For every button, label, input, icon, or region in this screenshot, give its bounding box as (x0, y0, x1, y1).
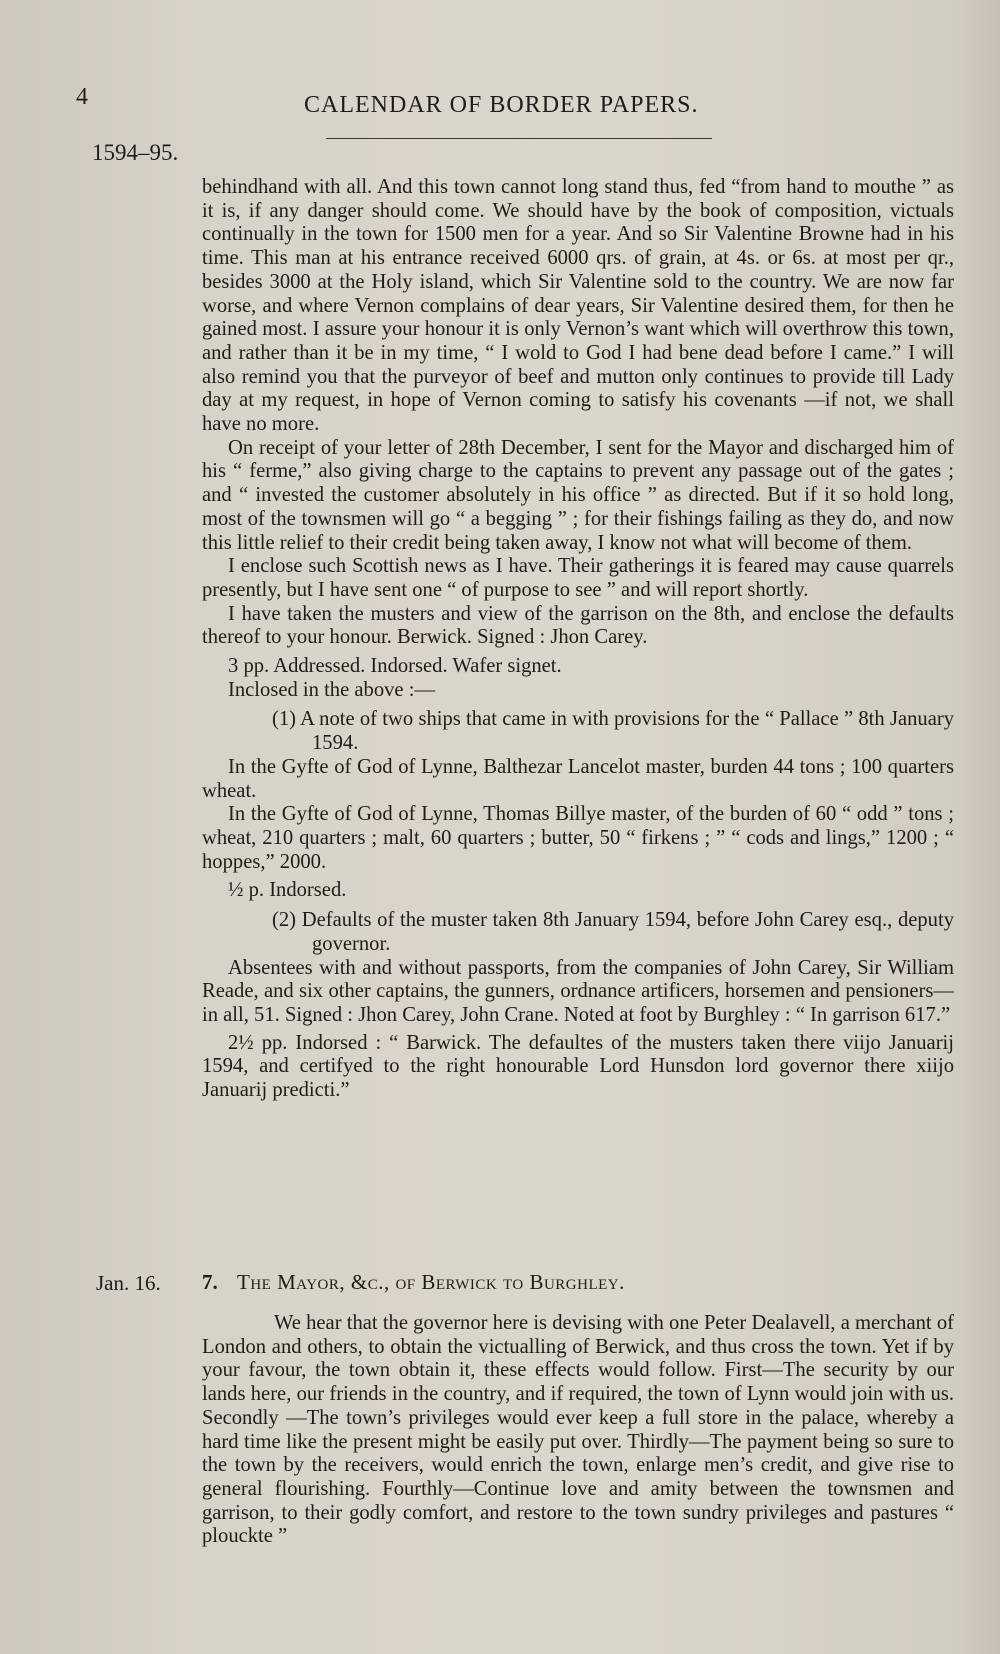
enclosure-title: (1) A note of two ships that came in with provisions for the “ Pallace ” 8th January 1594. (272, 708, 954, 755)
paragraph: I have taken the musters and view of the garrison on the 8th, and enclose the defaults thereof to your honour. Berwick. Signed : Jhon Carey. (202, 602, 954, 649)
paragraph: In the Gyfte of God of Lynne, Thomas Billye master, of the burden of 60 “ odd ” tons ; wheat, 210 quarters ; malt, 60 quarters ; butter, 50 “ firkens ; ” “ cods and lings,” 1200 ; “ hoppes,” 2000. (202, 803, 954, 873)
paragraph: 2½ pp. Indorsed : “ Barwick. The defaultes of the musters taken there viijo Januarij 1594, and certifyed to the right honourable Lord Hunsdon lord governor there xiijo Januarij predicti.” (202, 1031, 954, 1102)
entry-date: Jan. 16. (96, 1271, 161, 1295)
paragraph: I enclose such Scottish news as I have. Their gatherings it is feared may cause quarrels presently, but I have sent one “ of purpose to see ” and will report shortly. (202, 555, 954, 601)
enclosure-intro: Inclosed in the above :— (228, 678, 436, 701)
entry-heading (202, 1270, 625, 1295)
page-number: 4 (76, 84, 88, 110)
margin-year: 1594–95. (92, 140, 179, 165)
letter-body (202, 176, 954, 1103)
endorsement-note: 3 pp. Addressed. Indorsed. Wafer signet. (228, 655, 562, 678)
running-head: CALENDAR OF BORDER PAPERS. (304, 92, 699, 118)
page-edge-shadow (954, 0, 1000, 1654)
paragraph: On receipt of your letter of 28th December, I sent for the Mayor and discharged him of his “ ferme,” also giving charge to the captains to prevent any passage out of the gates ; and “ invested the customer absolutely in his office ” as directed. But if it so hold long, most of the townsmen will go “ a begging ” ; for their fishings failing as they do, and now this little relief to their credit being taken away, I know not what will become of them. (202, 436, 954, 554)
paragraph: In the Gyfte of God of Lynne, Balthezar Lancelot master, burden 44 tons ; 100 quarters wheat. (202, 755, 954, 802)
enclosure-title: (2) Defaults of the muster taken 8th January 1594, before John Carey esq., deputy governor. (272, 909, 954, 955)
paragraph: We hear that the governor here is devising with one Peter Dealavell, a merchant of London and others, to obtain the victualling of Berwick, and thus cross the town. Yet if by your favour, the town obtain it, these effects would follow. First—The security by our lands here, our friends in the country, and if required, the town of Lynn would join with us. Secondly —The town’s privileges would ever keep a full store in the palace, whereby a hard time like the present might be easily put over. Thirdly—The payment being so sure to the town by the receivers, would enrich the town, enlarge men’s credit, and give rise to general flourishing. Fourthly—Continue love and amity between the townsmen and garrison, to their godly comfort, and restore to the town sundry privileges and pastures “ plouckte ” (202, 1312, 954, 1548)
endorsement-note: ½ p. Indorsed. (228, 879, 347, 902)
entry-title: The Mayor, &c., of Berwick to Burghley. (237, 1270, 625, 1294)
paragraph: Absentees with and without passports, from the companies of John Carey, Sir William Reade, and six other captains, the gunners, ordnance artificers, horsemen and pensioners—in all, 51. Signed : Jhon Carey, John Crane. Noted at foot by Burghley : “ In garrison 617.” (202, 956, 954, 1026)
entry-body (202, 1312, 954, 1549)
header-rule (326, 138, 712, 139)
paragraph: behindhand with all. And this town cannot long stand thus, fed “from hand to mouthe ” as it is, if any danger should come. We should have by the book of composition, victuals continually in the town for 1500 men for a year. And so Sir Valentine Browne had in his time. This man at his entrance received 6000 qrs. of grain, at 4s. or 6s. at most per qr., besides 3000 at the Holy island, which Sir Valentine sold to the country. We are now far worse, and where Vernon complains of dear years, Sir Valentine desired them, for then he gained most. I assure your honour it is only Vernon’s want which will overthrow this town, and rather than it be in my time, “ I wold to God I had bene dead before I came.” I will also remind you that the purveyor of beef and mutton only continues to provide till Lady day at my request, in hope of Vernon coming to satisfy his covenants —if not, we shall have no more. (202, 176, 954, 436)
entry-number: 7. (202, 1270, 218, 1294)
